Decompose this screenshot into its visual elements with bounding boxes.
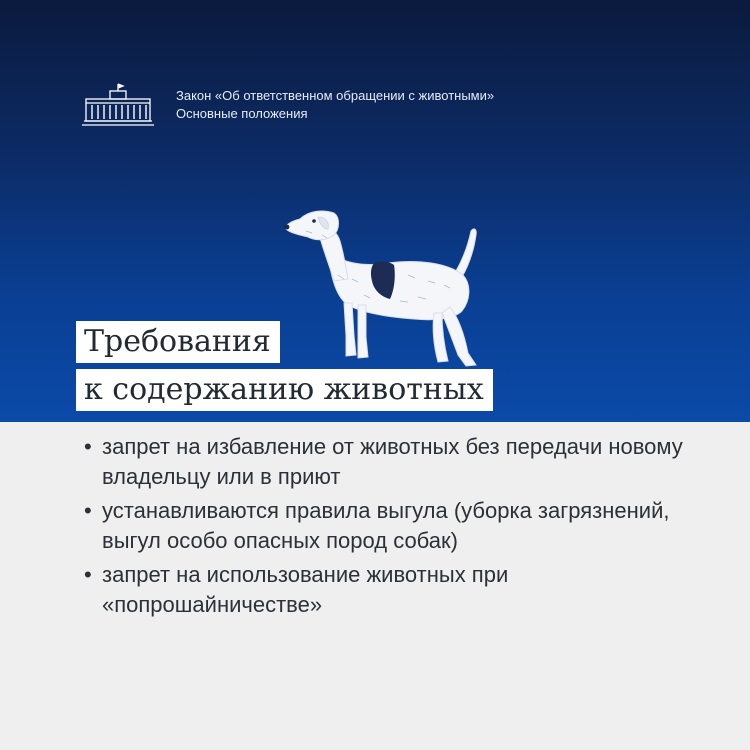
list-item: • запрет на избавление от животных без передачи новому владельцу или в приют [84, 432, 724, 492]
title-line-2: к содержанию животных [76, 369, 493, 411]
list-item: • запрет на использование животных при «попрошайничестве» [84, 560, 724, 620]
header [82, 82, 494, 128]
requirements-list [84, 432, 724, 624]
parliament-building-icon [82, 82, 154, 128]
title-line-1: Требования [76, 321, 280, 363]
list-item: • устанавливаются правила выгула (уборка загрязнений, выгул особо опасных пород собак) [84, 496, 724, 556]
law-title: Закон «Об ответственном обращении с животными» [176, 88, 495, 103]
dog-illustration [278, 205, 503, 375]
header-text [176, 87, 494, 123]
law-subtitle: Основные положения [176, 106, 308, 121]
